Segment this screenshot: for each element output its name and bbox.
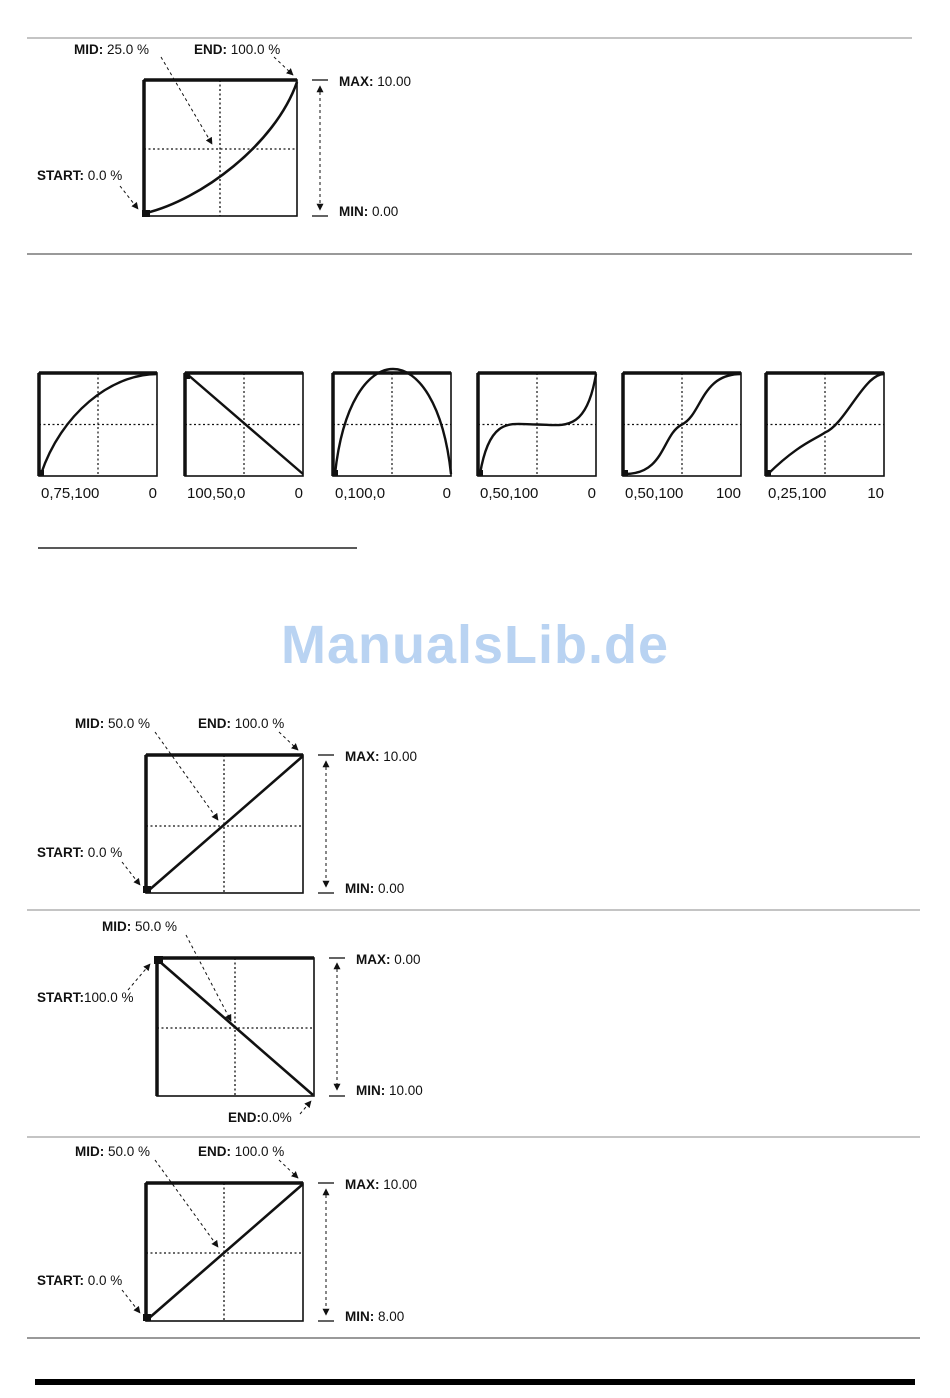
curve-diagram-1 — [37, 42, 411, 219]
thumbnail-right-label: 10 — [867, 485, 884, 502]
start-marker — [765, 470, 771, 476]
svg-text:MAX: 10.00: MAX: 10.00 — [339, 74, 412, 89]
start-marker — [622, 470, 628, 476]
svg-text:MIN: 0.00: MIN: 0.00 — [339, 204, 399, 219]
start-marker — [332, 470, 338, 476]
curve-thumbnails — [38, 369, 884, 502]
svg-text:MID: 50.0 %: MID: 50.0 % — [102, 919, 178, 934]
watermark: ManualsLib.de — [280, 615, 670, 675]
max-value: 0.00 — [394, 952, 421, 967]
mid-value: 25.0 % — [107, 42, 150, 57]
svg-text:MAX: 10.00: MAX: 10.00 — [345, 749, 418, 764]
curve-thumbnail — [765, 373, 884, 502]
start-value: 0.0 % — [87, 1273, 123, 1288]
max-value: 10.00 — [383, 1177, 418, 1192]
svg-text:MIN: 8.00: MIN: 8.00 — [345, 1309, 405, 1324]
thumbnail-left-label: 0,100,0 — [335, 485, 386, 502]
curve-thumbnail — [622, 373, 741, 502]
min-value: 0.00 — [378, 881, 405, 896]
curve-thumbnail — [184, 373, 303, 502]
start-marker — [477, 470, 483, 476]
min-value: 0.00 — [372, 204, 399, 219]
curve-thumbnail — [332, 369, 451, 502]
thumbnail-left-label: 100,50,0 — [187, 485, 246, 502]
max-value: 10.00 — [377, 74, 412, 89]
curve-diagram-4 — [37, 1144, 417, 1324]
mid-value: 50.0 % — [108, 1144, 151, 1159]
start-marker — [38, 470, 44, 476]
thumbnail-right-label: 100 — [715, 485, 741, 502]
thumbnail-right-label: 0 — [587, 485, 596, 502]
end-value: 100.0 % — [234, 716, 285, 731]
end-value: 100.0 % — [234, 1144, 285, 1159]
curve-line — [159, 961, 313, 1095]
thumbnail-right-label: 0 — [442, 485, 451, 502]
mid-value: 50.0 % — [108, 716, 151, 731]
end-value: 0.0% — [261, 1110, 292, 1125]
svg-text:START: 0.0 %: START: 0.0 % — [37, 168, 123, 183]
curve-thumbnail — [477, 373, 596, 502]
max-value: 10.00 — [383, 749, 418, 764]
start-marker — [154, 956, 163, 964]
start-marker — [184, 373, 190, 379]
start-marker — [143, 886, 151, 893]
svg-text:START: 0.0 %: START: 0.0 % — [37, 1273, 123, 1288]
curve-thumbnail — [38, 373, 157, 502]
mid-value: 50.0 % — [135, 919, 178, 934]
svg-text:MAX: 10.00: MAX: 10.00 — [345, 1177, 418, 1192]
min-value: 8.00 — [378, 1309, 405, 1324]
svg-text:MID: 25.0 %: MID: 25.0 % — [74, 42, 150, 57]
svg-text:START:100.0 %: START:100.0 % — [37, 990, 134, 1005]
svg-text:MID: 50.0 %: MID: 50.0 % — [75, 716, 151, 731]
thumbnail-left-label: 0,50,100 — [625, 485, 684, 502]
svg-text:END: 100.0 %: END: 100.0 % — [194, 42, 281, 57]
curve-line — [148, 756, 303, 891]
thumbnail-left-label: 0,50,100 — [480, 485, 539, 502]
thumbnail-left-label: 0,25,100 — [768, 485, 827, 502]
curve-line — [148, 1184, 303, 1319]
start-value: 0.0 % — [87, 845, 123, 860]
curve-diagram-3 — [37, 919, 423, 1125]
start-marker — [143, 1314, 151, 1321]
start-value: 100.0 % — [84, 990, 134, 1005]
thumbnail-curve — [335, 369, 451, 474]
svg-text:MIN: 0.00: MIN: 0.00 — [345, 881, 405, 896]
svg-text:END: 100.0 %: END: 100.0 % — [198, 716, 285, 731]
svg-text:START: 0.0 %: START: 0.0 % — [37, 845, 123, 860]
svg-text:MIN: 10.00: MIN: 10.00 — [356, 1083, 423, 1098]
svg-text:END: 100.0 %: END: 100.0 % — [198, 1144, 285, 1159]
svg-text:MID: 50.0 %: MID: 50.0 % — [75, 1144, 151, 1159]
curve-diagram-2 — [37, 716, 417, 896]
min-value: 10.00 — [389, 1083, 423, 1098]
start-marker — [142, 210, 150, 217]
thumbnail-right-label: 0 — [294, 485, 303, 502]
curve-line — [146, 82, 297, 213]
end-value: 100.0 % — [230, 42, 281, 57]
svg-text:MAX: 0.00: MAX: 0.00 — [356, 952, 421, 967]
thumbnail-left-label: 0,75,100 — [41, 485, 100, 502]
start-value: 0.0 % — [87, 168, 123, 183]
svg-text:END:0.0%: END:0.0% — [228, 1110, 292, 1125]
thumbnail-right-label: 0 — [148, 485, 157, 502]
